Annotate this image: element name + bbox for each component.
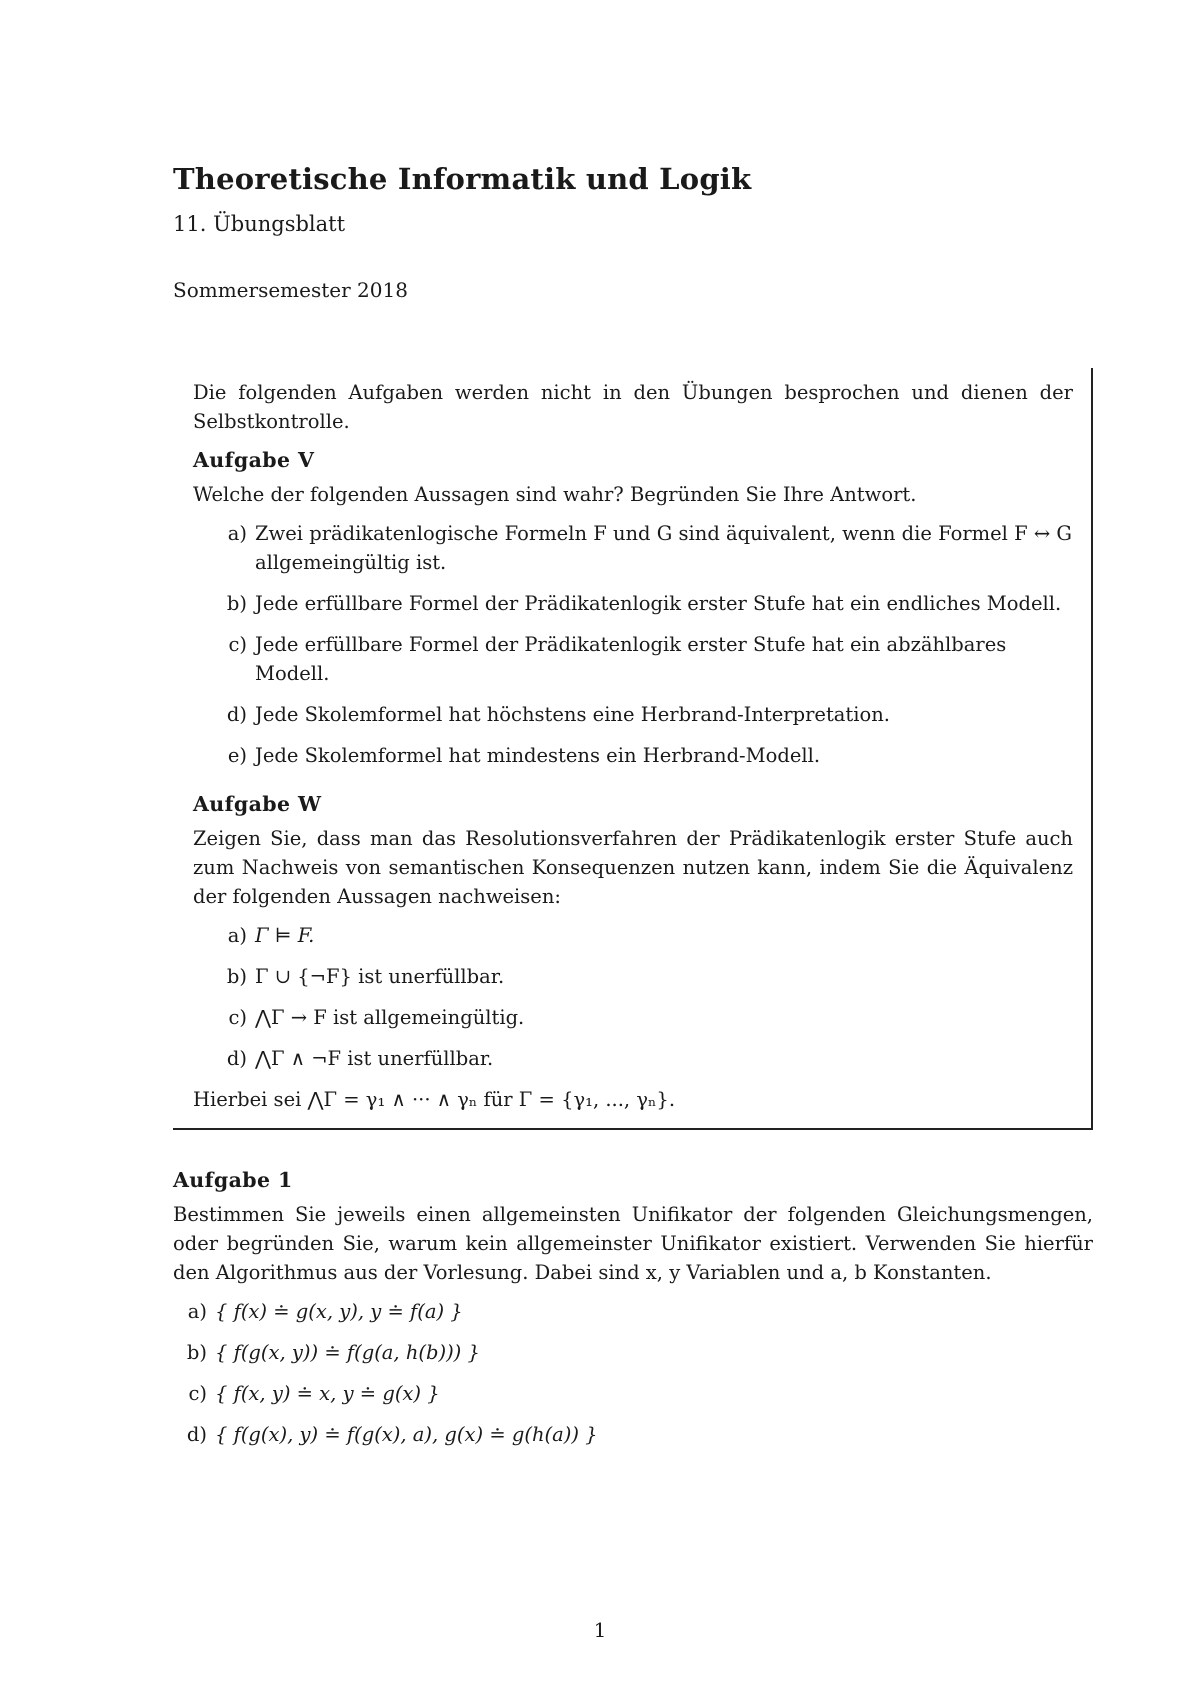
item-text: Jede erfüllbare Formel der Prädikatenlogik erster Stufe hat ein endliches Modell. (255, 592, 1062, 615)
item-text: Jede erfüllbare Formel der Prädikatenlogik erster Stufe hat ein abzählbares Modell. (255, 633, 1007, 685)
item-text: { f(g(x), y) ≐ f(g(x), a), g(x) ≐ g(h(a)) } (215, 1423, 598, 1446)
sheet-subtitle: 11. Übungsblatt (173, 212, 346, 236)
list-item (193, 700, 1073, 729)
item-text: Γ ⊨ F. (255, 924, 315, 947)
list-item (173, 1420, 1093, 1449)
intro-text: Die folgenden Aufgaben werden nicht in den Übungen besprochen und dienen der Selbstkontrolle. (193, 381, 1073, 433)
item-text: Zwei prädikatenlogische Formeln F und G sind äquivalent, wenn die Formel F ↔ G allgemeingültig ist. (255, 522, 1072, 574)
item-text: ⋀Γ ∧ ¬F ist unerfüllbar. (255, 1047, 494, 1070)
aufgabe-v-heading: Aufgabe V (193, 448, 315, 472)
page-number: 1 (593, 1618, 607, 1642)
list-item (193, 741, 1073, 770)
item-text: { f(g(x, y)) ≐ f(g(a, h(b))) } (215, 1341, 480, 1364)
aufgabe-w-heading: Aufgabe W (193, 792, 322, 816)
item-label: b) (226, 592, 247, 615)
document-title: Theoretische Informatik und Logik (173, 162, 752, 196)
list-item (193, 519, 1073, 577)
item-label: b) (186, 1341, 207, 1364)
item-label: d) (226, 703, 247, 726)
aufgabe-w-footer: Hierbei sei ⋀Γ = γ₁ ∧ ··· ∧ γₙ für Γ = {γ₁, ..., γₙ}. (193, 1088, 676, 1111)
aufgabe-w-text: Zeigen Sie, dass man das Resolutionsverfahren der Prädikatenlogik erster Stufe auch zum Nachweis von semantischen Konsequenzen nutzen kann, indem Sie die Äquivalenz der folgenden Aussagen nachweisen: (193, 827, 1073, 908)
list-item (173, 1379, 1093, 1408)
item-text: Γ ∪ {¬F} ist unerfüllbar. (255, 965, 505, 988)
item-label: a) (227, 522, 247, 545)
item-text: { f(x) ≐ g(x, y), y ≐ f(a) } (215, 1300, 463, 1323)
item-label: c) (228, 633, 247, 656)
list-item (193, 630, 1073, 688)
item-label: c) (228, 1006, 247, 1029)
list-item (193, 1044, 1073, 1073)
item-text: { f(x, y) ≐ x, y ≐ g(x) } (215, 1382, 440, 1405)
aufgabe-v-question: Welche der folgenden Aussagen sind wahr? Begründen Sie Ihre Antwort. (193, 483, 917, 506)
list-item (193, 589, 1073, 618)
list-item (193, 1003, 1073, 1032)
self-check-content (193, 378, 1073, 1124)
item-label: e) (227, 744, 247, 767)
aufgabe-1-heading: Aufgabe 1 (173, 1168, 293, 1192)
item-text: ⋀Γ → F ist allgemeingültig. (255, 1006, 525, 1029)
item-label: d) (226, 1047, 247, 1070)
aufgabe-1-text: Bestimmen Sie jeweils einen allgemeinsten Unifikator der folgenden Gleichungsmengen, oder begründen Sie, warum kein allgemeinster Unifikator existiert. Verwenden Sie hierfür den Algorithmus aus der Vorlesung. Dabei sind x, y Variablen und a, b Konstanten. (173, 1203, 1093, 1284)
list-item (173, 1338, 1093, 1367)
item-text: Jede Skolemformel hat mindestens ein Herbrand-Modell. (255, 744, 821, 767)
self-check-box (173, 368, 1093, 1130)
semester-label: Sommersemester 2018 (173, 278, 408, 302)
item-label: b) (226, 965, 247, 988)
item-text: Jede Skolemformel hat höchstens eine Herbrand-Interpretation. (255, 703, 890, 726)
list-item (173, 1297, 1093, 1326)
item-label: c) (188, 1382, 207, 1405)
list-item (193, 921, 1073, 950)
aufgabe-1-section (173, 1168, 1093, 1461)
item-label: a) (187, 1300, 207, 1323)
item-label: a) (227, 924, 247, 947)
item-label: d) (186, 1423, 207, 1446)
list-item (193, 962, 1073, 991)
